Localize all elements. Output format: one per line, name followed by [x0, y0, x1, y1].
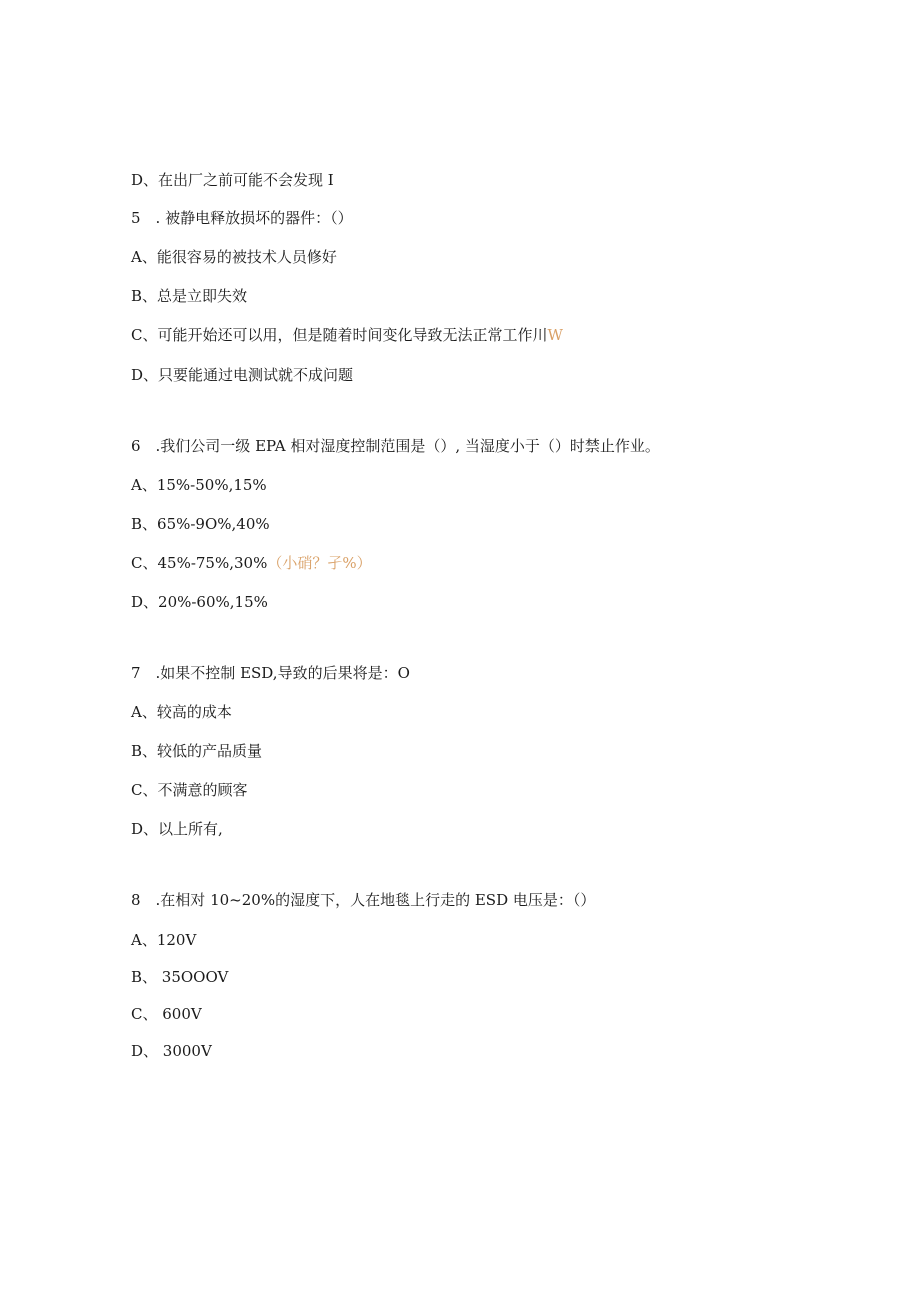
q8-option-a: A、120V — [131, 931, 197, 949]
q5-option-c-note: W — [547, 326, 563, 344]
q5-option-b: B、总是立即失效 — [131, 287, 248, 305]
q5-question: 5 . 被静电释放损坏的器件：（） — [131, 209, 353, 227]
q8-option-b: B、 35OOOV — [131, 968, 229, 986]
q7-question: 7 .如果不控制 ESD,导致的后果将是：O — [131, 664, 410, 682]
q7-option-a: A、较高的成本 — [131, 703, 232, 721]
q5-option-d: D、只要能通过电测试就不成问题 — [131, 366, 354, 384]
q6-option-a: A、15%-50%,15% — [131, 476, 267, 494]
q8-option-c: C、 600V — [131, 1005, 202, 1023]
q8-option-d: D、 3000V — [131, 1042, 212, 1060]
q6-option-d: D、20%-60%,15% — [131, 593, 268, 611]
q8-question: 8 .在相对 10~20%的湿度下，人在地毯上行走的 ESD 电压是：（） — [131, 891, 596, 909]
q4-option-d: D、在出厂之前可能不会发现 I — [131, 171, 334, 189]
q7-option-d: D、以上所有, — [131, 820, 223, 838]
q5-option-c-text: C、可能开始还可以用，但是随着时间变化导致无法正常工作川 — [131, 326, 548, 344]
q5-option-c — [131, 325, 563, 345]
q6-question: 6 .我们公司一级 EPA 相对湿度控制范围是（）, 当湿度小于（）时禁止作业。 — [131, 437, 660, 455]
q6-option-b: B、65%-9O%,40% — [131, 515, 270, 533]
q6-option-c — [131, 553, 372, 573]
q7-option-c: C、不满意的顾客 — [131, 781, 248, 799]
q5-option-a: A、能很容易的被技术人员修好 — [131, 248, 337, 266]
q6-option-c-note: （小硝？孑%） — [267, 554, 372, 572]
q6-option-c-text: C、45%-75%,30% — [131, 554, 268, 572]
q7-option-b: B、较低的产品质量 — [131, 742, 263, 760]
